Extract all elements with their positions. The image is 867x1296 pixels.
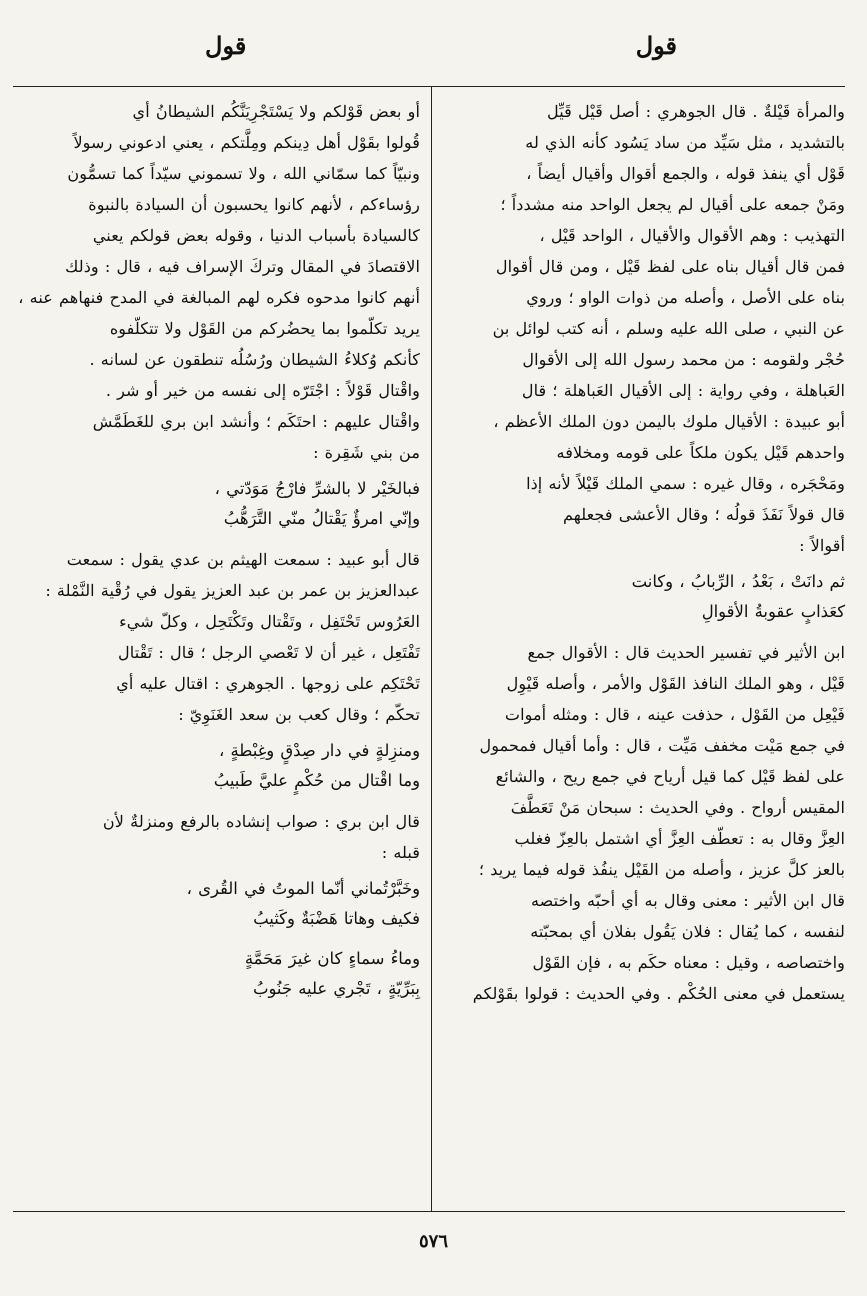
header-word-right: قول	[635, 31, 677, 60]
verse-line: فبالخَيْر لا بالشرِّ فارْجُ مَوَدّتي ،	[214, 479, 420, 498]
footer-rule	[13, 1211, 845, 1212]
text-line: قُولوا بقَوْل أهل دِينكم ومِلَّتكم ، يعني ادعوني رسولاً	[73, 133, 420, 152]
column-divider	[431, 86, 432, 1211]
left-column	[15, 96, 420, 1014]
text-line: ومَحْجَره ، وقال غيره : سمي الملك قَيْلاً لأنه إذا	[526, 474, 845, 493]
right-column	[440, 96, 845, 1009]
text-line: بالتشديد ، مثل سَيِّد من ساد يَسُود كأنه الذي له	[525, 133, 845, 152]
text-line: ونبيّاً كما سمّاني الله ، ولا تسموني سيّداً كما تسمُّون	[67, 164, 420, 183]
verse-line: ومنزِلةٍ في دار صِدْقٍ وغِبْطةٍ ،	[219, 741, 420, 760]
text-line: ومَنْ جمعه على أقيال لم يجعل الواحد منه مشدداً ؛	[500, 195, 845, 214]
text-line: تَفْتَعِل ، غير أن لا تَعْصي الرجل ؛ قال : تَقْتال	[118, 643, 420, 662]
verse-line: بِبَرِّيّةٍ ، تَجْري عليه جَنُوبُ	[253, 979, 420, 998]
text-line: فمن قال أقيال بناه على لفظ قَيْل ، ومن قال أقوال	[495, 257, 845, 276]
text-line: قَوْل أي ينفذ قوله ، والجمع أقوال وأقيال أيضاً ،	[526, 164, 845, 183]
text-line: كأنكم وُكلاءُ الشيطان ورُسُلُه تنطقون عن لسانه .	[89, 350, 420, 369]
text-line: العَباهلة ، وفي رواية : إلى الأقيال العَباهلة ؛ قال	[521, 381, 845, 400]
verse-line: كعَذابٍ عقوبةُ الأقوالِ	[701, 602, 845, 621]
verse-line: وإنّي امرؤٌ يَقْتالُ منّي التَّرَهُّبُ	[223, 509, 420, 528]
text-line: الاقتصادَ في المقال وتركَ الإسراف فيه ، قال : وذلك	[65, 257, 420, 276]
text-line: العَرُوس تَحْتَفِل ، وتَقْتال وتَكْتَحِل ، وكلّ شيء	[119, 612, 420, 631]
verse-line: وخَبَّرْتُماني أنّما الموتُ في القُرى ،	[186, 879, 420, 898]
header-rule	[13, 86, 845, 87]
verse-block	[15, 736, 420, 796]
text-line: واحدهم قَيْل يكون ملكاً على قومه ومخلافه	[556, 443, 845, 462]
text-line: فَيْعِل من القَوْل ، حذفت عينه ، قال : ومثله أموات	[504, 705, 845, 724]
text-line: تَحْتَكِم على زوجها . الجوهري : اقتال عليه أي	[116, 674, 420, 693]
text-line: حُجْر ولقومه : من محمد رسول الله إلى الأقوال	[522, 350, 845, 369]
text-line: قال أبو عبيد : سمعت الهيثم بن عدي يقول : سمعت	[66, 550, 420, 569]
text-line: قال قولاً نَفَذَ قولُه ؛ وقال الأعشى فجعلهم	[563, 505, 845, 524]
text-line: أقوالاً :	[799, 536, 845, 555]
text-line: يستعمل في معنى الحُكْم . وفي الحديث : قولوا بقَوْلكم	[472, 984, 845, 1003]
text-line: أنهم كانوا مدحوه فكره لهم المبالغة في المدح فنهاهم عنه ،	[18, 288, 420, 307]
text-line: التهذيب : وهم الأقوال والأقيال ، الواحد قَيْل ،	[539, 226, 845, 245]
header-word-left: قول	[205, 31, 247, 60]
text-line: لنفسه ، كما يُقال : فلان يَقُول بفلان أي بمحبّته	[530, 922, 845, 941]
text-line: العِزَّ وقال به : تعطّف العِزَّ أي اشتمل بالعِزّ فغلب	[514, 829, 845, 848]
text-line: تحكّم ؛ وقال كعب بن سعد الغَنَوِيّ :	[178, 705, 420, 724]
text-line: قَيْل ، وهو الملك النافذ القَوْل والأمر ، وأصله قَيْوِل	[506, 674, 845, 693]
verse-block	[15, 944, 420, 1004]
verse-block	[15, 474, 420, 534]
text-line: أو بعض قَوْلكم ولا يَسْتَجْرِيَنَّكُم الشيطانُ أي	[132, 102, 420, 121]
text-line: قبله :	[381, 843, 420, 862]
text-line: بناه على الأصل ، وأصله من ذوات الواو ؛ وروي	[526, 288, 845, 307]
text-line: والمرأة قَيْلةٌ . قال الجوهري : أصل قَيْل قَيِّل	[546, 102, 845, 121]
text-line: أبو عبيدة : الأقيال ملوك باليمن دون الملك الأعظم ،	[493, 412, 845, 431]
verse-block	[440, 567, 845, 627]
text-line: بالعز كلَّ عزيز ، وأصله من القَيْل ينفُذ قوله فيما يريد ؛	[478, 860, 845, 879]
text-line: على لفظ قَيْل كما قيل أرياح في جمع ريح ، والشائع	[495, 767, 845, 786]
text-line: عبدالعزيز بن عمر بن عبد العزيز يقول في رُقْية النَّمْلة :	[45, 581, 420, 600]
text-line: واقْتال قَوْلاً : اجْتَرّه إلى نفسه من خير أو شر .	[105, 381, 420, 400]
text-line: في جمع مَيْت مخفف مَيِّت ، قال : وأما أقيال فمحمول	[479, 736, 845, 755]
text-line: واقْتال عليهم : احتَكَم ؛ وأنشد ابن بري للغَطَمَّش	[92, 412, 420, 431]
text-line: المقيس أرواح . وفي الحديث : سبحان مَنْ تَعَطَّفَ	[510, 798, 845, 817]
verse-line: ثم دانَتْ ، بَعْدُ ، الرِّبابُ ، وكانت	[631, 572, 845, 591]
text-line: من بني شَقِرة :	[313, 443, 420, 462]
text-line: كالسيادة بأسباب الدنيا ، وقوله بعض قولكم يعني	[92, 226, 420, 245]
text-line: واختصاصه ، وقيل : معناه حكَم به ، فإن القَوْل	[532, 953, 845, 972]
text-line: عن النبي ، صلى الله عليه وسلم ، أنه كتب لوائل بن	[492, 319, 845, 338]
text-line: رؤساءكم ، لأنهم كانوا يحسبون أن السيادة بالنبوة	[88, 195, 420, 214]
verse-block	[15, 874, 420, 934]
text-line: ابن الأثير في تفسير الحديث قال : الأقوال جمع	[527, 643, 845, 662]
page-number: ٥٧٦	[418, 1231, 448, 1252]
verse-line: فكيف وهاتا هَضْبَةٌ وكَثيبُ	[253, 909, 420, 928]
verse-line: وماءُ سماءٍ كان غيرَ مَحَمَّةٍ	[244, 949, 420, 968]
text-line: قال ابن بري : صواب إنشاده بالرفع ومنزلةٌ لأن	[102, 812, 420, 831]
text-line: يريد تكلّموا بما يحضُركم من القَوْل ولا تتكلّفوه	[109, 319, 420, 338]
verse-line: وما اقْتال من حُكْمٍ عليَّ طَبيبُ	[213, 771, 420, 790]
text-line: قال ابن الأثير : معنى وقال به أي أحبّه واختصه	[530, 891, 845, 910]
